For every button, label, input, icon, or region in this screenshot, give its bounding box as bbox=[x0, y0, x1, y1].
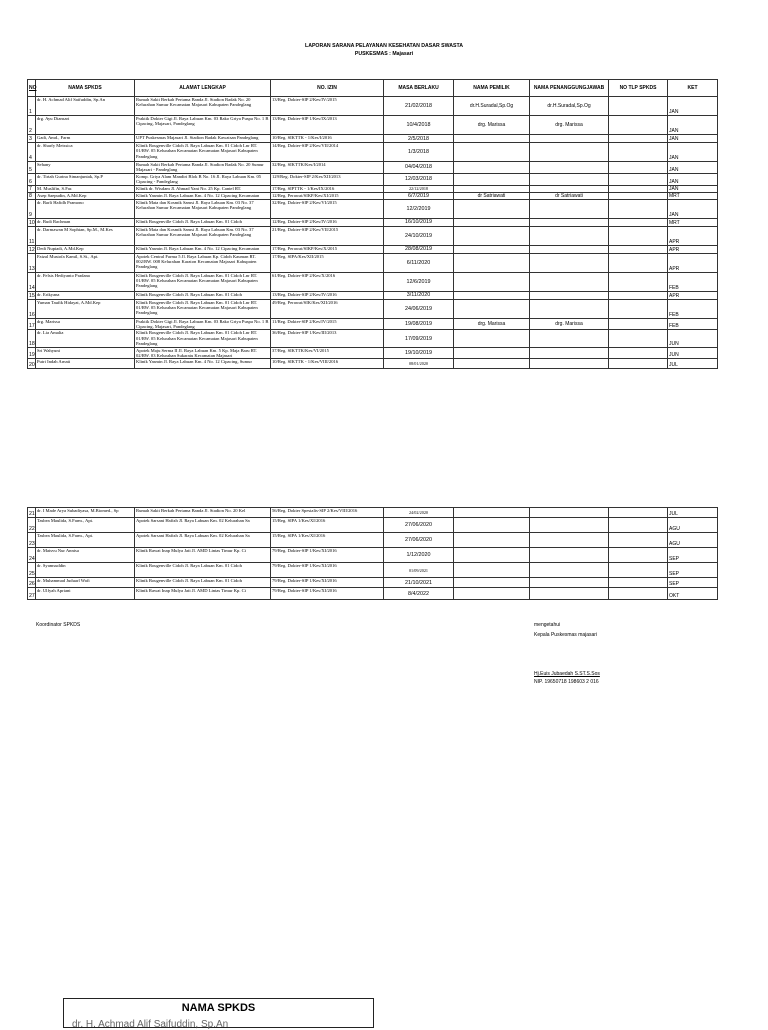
cell-ket: JUL bbox=[668, 508, 718, 518]
cell-nama: Yuman Taufik Hidayat, A.Md.Kep bbox=[36, 299, 135, 318]
cell-tlp bbox=[609, 185, 668, 192]
table-row bbox=[28, 253, 718, 272]
cell-pemilik bbox=[454, 578, 530, 588]
cell-nama: dr. I Made Arya Subadiyasa, M.Biomed., Sp bbox=[36, 508, 135, 518]
cell-no: 4 bbox=[28, 143, 36, 162]
cell-tlp bbox=[609, 291, 668, 299]
preview-title: NAMA SPKDS bbox=[181, 1002, 256, 1014]
cell-no: 21 bbox=[28, 508, 36, 518]
cell-pemilik bbox=[454, 508, 530, 518]
col-header: KET bbox=[668, 80, 718, 97]
cell-izin: 49/Reg. Perawat/SIK/Kes/XII/2016 bbox=[271, 299, 384, 318]
table-row bbox=[28, 185, 718, 192]
cell-alamat: Klinik Yasmin Jl. Raya Labuan Km. 4 No. 12 Cipacing Kecamatan bbox=[135, 192, 271, 199]
cell-pj bbox=[530, 518, 609, 533]
cell-pemilik bbox=[454, 548, 530, 563]
cell-ket: OKT bbox=[668, 588, 718, 600]
cell-tlp bbox=[609, 318, 668, 330]
cell-tlp bbox=[609, 518, 668, 533]
cell-alamat: Klinik Bougenville Cidoh Jl. Raya Labuan Km. 01 Cidoh bbox=[135, 563, 271, 578]
cell-alamat: Apotek Maju Serma II Jl. Raya Labuan Km. 5 Kp. Maja Baru RT. 02/RW. 03 Kelurahan Sukaratu Kecamatan Majasari bbox=[135, 347, 271, 359]
cell-no: 20 bbox=[28, 359, 36, 369]
cell-no: 1 bbox=[28, 97, 36, 116]
cell-tlp bbox=[609, 226, 668, 245]
cell-pemilik bbox=[454, 291, 530, 299]
cell-izin: 15/Reg. SIPA 1/Kes/XI/2016 bbox=[271, 533, 384, 548]
cell-alamat: Klinik Bougenville Cidoh Jl. Raya Labuan Km. 01 Cidoh bbox=[135, 578, 271, 588]
cell-no: 15 bbox=[29, 292, 35, 299]
cell-nama: Sehany bbox=[36, 162, 135, 174]
footer-head-title: Kepala Puskesmas majasari bbox=[534, 632, 598, 638]
cell-alamat: Apotek Central Farma 5 Jl. Raya Labuan Kp. Cidoh Kauman RT. 002/RW. 008 Kelurahan Karaton Kecamatan Majasari Kabupaten Pandeglang bbox=[135, 253, 271, 272]
cell-no: 2 bbox=[28, 116, 36, 135]
cell-tlp bbox=[609, 253, 668, 272]
cell-masa: 1/3/2018 bbox=[384, 143, 454, 162]
cell-masa: 01/09/2021 bbox=[384, 563, 454, 578]
cell-ket: JAN bbox=[668, 135, 718, 143]
cell-no: 24 bbox=[28, 548, 36, 563]
cell-nama: dr. Maisvu Nur Annisa bbox=[36, 548, 135, 563]
cell-nama: dr. Sharfy Meissica bbox=[36, 143, 135, 162]
cell-tlp bbox=[609, 162, 668, 174]
cell-pj bbox=[530, 563, 609, 578]
cell-no: 10 bbox=[29, 219, 35, 226]
cell-ket: SEP bbox=[668, 578, 718, 588]
col-header: NO TLP SPKDS bbox=[609, 80, 668, 97]
cell-masa: 17/09/2019 bbox=[384, 330, 454, 347]
cell-ket: JAN bbox=[668, 116, 718, 135]
cell-ket: SEP bbox=[668, 563, 718, 578]
cell-ket: JUN bbox=[668, 347, 718, 359]
report-subtitle: PUSKESMAS : Majasari bbox=[354, 51, 414, 57]
cell-masa: 1/12/2020 bbox=[384, 548, 454, 563]
table-row bbox=[28, 318, 718, 330]
cell-izin: 129/Reg. Dokter-SIP 2/Kes/XII/2013 bbox=[271, 173, 384, 185]
table-row bbox=[28, 192, 718, 199]
cell-nama: Asep Saepudin, A.Md.Kep bbox=[36, 192, 135, 199]
cell-izin: 13/Reg. Dokter-SIP 2/Kes/IV/2015 bbox=[271, 97, 384, 116]
cell-nama: drg. Ayu Diansari bbox=[36, 116, 135, 135]
cell-pemilik bbox=[454, 533, 530, 548]
cell-alamat: Rumah Sakit Berkah Pertama Banda Jl. Stadion Badak No. 20 Sumur Majasari - Pandeglang bbox=[135, 162, 271, 174]
preview-card bbox=[63, 998, 374, 1028]
main-table bbox=[27, 79, 718, 369]
cell-alamat: Praktik Dokter Gigi Jl. Raya Labuan Km. 03 Rako Griya Puspa No. 1 B Cipacing, Majasari, Pandeglang bbox=[135, 116, 271, 135]
col-header: NO bbox=[28, 80, 36, 97]
cell-pj bbox=[530, 588, 609, 600]
cell-nama: dr. Syamsuddin bbox=[36, 563, 135, 578]
cell-nama: drg. Marissa bbox=[36, 318, 135, 330]
table-row bbox=[28, 245, 718, 253]
cell-tlp bbox=[609, 533, 668, 548]
cell-alamat: Klinik Rawat Inap Mulya Jati Jl. AMD Lintas Timur Kp. Ci bbox=[135, 548, 271, 563]
cell-tlp bbox=[609, 97, 668, 116]
cell-masa: 19/10/2019 bbox=[384, 347, 454, 359]
cell-pj bbox=[530, 291, 609, 299]
cell-pj bbox=[530, 359, 609, 369]
cell-pemilik bbox=[454, 563, 530, 578]
cell-no: 9 bbox=[28, 199, 36, 218]
cell-ket: AGU bbox=[668, 533, 718, 548]
cell-tlp bbox=[609, 548, 668, 563]
table-row bbox=[28, 199, 718, 218]
cell-nama: dr. Muhammad Juduarl Wafi bbox=[36, 578, 135, 588]
cell-ket: AGU bbox=[668, 518, 718, 533]
cell-alamat: Klinik Mata dan Kosmik Samsi Jl. Raya Labuan Km. 03 No. 37 Kelurahan Sumur Kecamatan Majasari Kabupaten Pandeglang bbox=[135, 226, 271, 245]
cell-pemilik bbox=[454, 185, 530, 192]
table-row bbox=[28, 173, 718, 185]
cell-pj bbox=[530, 272, 609, 291]
cell-masa: 28/08/2019 bbox=[384, 245, 454, 253]
cell-pj: drg. Marissa bbox=[530, 318, 609, 330]
cell-izin: 15/Reg. SIPA 1/Kes/XI/2016 bbox=[271, 518, 384, 533]
cell-ket: APR bbox=[668, 291, 718, 299]
cell-alamat: Klinik Bougenville Cidoh Jl. Raya Labuan Km. 01 Cidoh bbox=[135, 218, 271, 226]
col-header: ALAMAT LENGKAP bbox=[135, 80, 271, 97]
table-row bbox=[28, 218, 718, 226]
cell-tlp bbox=[609, 563, 668, 578]
table-row bbox=[28, 291, 718, 299]
cell-no: 7 bbox=[28, 185, 36, 192]
cell-pemilik bbox=[454, 272, 530, 291]
cell-alamat: Klinik Yasmin Jl. Raya Labuan Km. 4 No. 12 Cipacing Kecamatan bbox=[135, 245, 271, 253]
cell-ket: JAN bbox=[668, 199, 718, 218]
cell-izin: 79/Reg. Dokter-SIP 1/Kes/XI/2016 bbox=[271, 588, 384, 600]
cell-alamat: Apotek Sarsani Hafizh Jl. Raya Labuan Km. 02 Kelurahan Sa bbox=[135, 533, 271, 548]
preview-subtitle: dr. H. Achmad Alif Saifuddin, Sp.An bbox=[72, 1019, 229, 1030]
table-row bbox=[28, 135, 718, 143]
cell-pj bbox=[530, 533, 609, 548]
cell-no: 3 bbox=[28, 135, 36, 143]
cell-ket: FEB bbox=[668, 299, 718, 318]
cell-no: 27 bbox=[28, 588, 36, 600]
cell-pemilik bbox=[454, 218, 530, 226]
cell-alamat: Klinik Bougenville Cidoh Jl. Raya Labuan Km. 01 Cidoh Lnr RT. 01/RW. 05 Kelurahan Kecamatan Kecamatan Majasari Kabupaten Pandeglang bbox=[135, 272, 271, 291]
cell-pj bbox=[530, 245, 609, 253]
table-row bbox=[28, 563, 718, 578]
cell-masa: 04/04/2018 bbox=[384, 162, 454, 174]
cell-alamat: Klinik Yasmin Jl. Raya Labuan Km. 4 No. 12 Cipacing, Sumur bbox=[135, 359, 271, 369]
col-header: NAMA PENANGGUNGJAWAB bbox=[530, 80, 609, 97]
cell-masa: 8/4/2022 bbox=[384, 588, 454, 600]
table-row bbox=[28, 347, 718, 359]
cell-masa: 2/5/2018 bbox=[384, 135, 454, 143]
cell-alamat: Klinik Mata dan Kosmik Samsi Jl. Raya Labuan Km. 03 No. 37 Kelurahan Sumur Kecamatan Majasari Kabupaten Pandeglang bbox=[135, 199, 271, 218]
cell-masa: 12/2/2019 bbox=[384, 199, 454, 218]
col-header: NAMA SPKDS bbox=[36, 80, 135, 97]
cell-pj bbox=[530, 185, 609, 192]
cell-no: 13 bbox=[28, 253, 36, 272]
cell-masa: 27/06/2020 bbox=[384, 533, 454, 548]
cell-alamat: Klinik Rawat Inap Mulya Jati Jl. AMD Lintas Timur Kp. Ci bbox=[135, 588, 271, 600]
cell-no: 18 bbox=[28, 330, 36, 347]
cell-izin: 10/Reg. SIKTTK - 1/Kes/VIII/2016 bbox=[271, 359, 384, 369]
cell-izin: 36/Reg. Dokter-SIP 1/Kes/III/2013 bbox=[271, 330, 384, 347]
cell-izin: 79/Reg. Dokter-SIP 1/Kes/XI/2016 bbox=[271, 548, 384, 563]
cell-nama: dr. Erikyana bbox=[36, 291, 135, 299]
cell-masa: 3/11/2020 bbox=[384, 291, 454, 299]
report-title: LAPORAN SARANA PELAYANAN KESEHATAN DASAR SWASTA bbox=[305, 43, 463, 49]
cell-masa: 24/06/2019 bbox=[384, 299, 454, 318]
cell-izin: 10/Reg. SIKTTK - 1/Kes/I/2016 bbox=[271, 135, 384, 143]
table-row bbox=[28, 518, 718, 533]
cell-no: 8 bbox=[28, 192, 36, 199]
footer-coordinator: Koordinator SPKDS bbox=[36, 622, 81, 628]
cell-pemilik bbox=[454, 359, 530, 369]
table-row bbox=[28, 588, 718, 600]
cell-pj bbox=[530, 508, 609, 518]
cell-nama: dr. Tirtah Gurina Simanjuntak, Sp.P bbox=[36, 173, 135, 185]
cell-masa: 16/10/2019 bbox=[384, 218, 454, 226]
cell-nama: dr. H. Achmad Alif Saifuddin, Sp.An bbox=[36, 97, 135, 116]
cell-ket: JUN bbox=[668, 330, 718, 347]
cell-pemilik bbox=[454, 253, 530, 272]
cell-no: 25 bbox=[28, 563, 36, 578]
cell-pj: dr.H.Suradal,Sp.Og bbox=[530, 97, 609, 116]
table-row bbox=[28, 578, 718, 588]
cell-nama: Putri Indah Arnati bbox=[36, 359, 135, 369]
cell-ket: JUL bbox=[668, 359, 718, 369]
cell-masa: 12/6/2019 bbox=[384, 272, 454, 291]
table-row bbox=[28, 97, 718, 116]
cell-izin: 11/Reg. Dokter-SIP 2/Kes/IV/2015 bbox=[271, 318, 384, 330]
cell-izin: 17/Reg. SIPA/Kes/XII/2015 bbox=[271, 253, 384, 272]
table-row bbox=[28, 143, 718, 162]
cell-tlp bbox=[609, 143, 668, 162]
cell-ket: JAN bbox=[668, 162, 718, 174]
cell-izin: 12/Reg. Dokter-SIP 2/Kes/IV/2016 bbox=[271, 218, 384, 226]
cell-tlp bbox=[609, 588, 668, 600]
col-header: NO. IZIN bbox=[271, 80, 384, 97]
cell-masa: 21/10/2021 bbox=[384, 578, 454, 588]
cell-alamat: Komp. Griya Alam Mandiri Blok B No. 16 Jl. Raya Labuan Km. 05 Cipacing - Pandeglang bbox=[135, 173, 271, 185]
cell-izin: 79/Reg. Dokter-SIP 1/Kes/XI/2016 bbox=[271, 578, 384, 588]
cell-pemilik: dr Satriawati bbox=[454, 192, 530, 199]
table-row bbox=[28, 359, 718, 369]
cell-tlp bbox=[609, 330, 668, 347]
cell-alamat: Rumah Sakit Berkah Pertama Banda Jl. Stadion Badak No. 20 Kelurahan Sumur Kecamatan Majasari Kabupaten Pandeglang bbox=[135, 97, 271, 116]
cell-izin: 13/Reg. Dokter-SIP 2/Kes/IV/2016 bbox=[271, 291, 384, 299]
cell-nama: dr. Barli Hafidh Pramono bbox=[36, 199, 135, 218]
cell-pj bbox=[530, 226, 609, 245]
cell-nama: Tasbea Maulida, S.Farm., Apt. bbox=[36, 518, 135, 533]
cell-masa: 24/10/2019 bbox=[384, 226, 454, 245]
table-row bbox=[28, 299, 718, 318]
cell-pj bbox=[530, 578, 609, 588]
cell-nama: Dedi Nupiadi, A.Md.Kep bbox=[36, 245, 135, 253]
cell-tlp bbox=[609, 173, 668, 185]
cell-alamat: Apotek Sarsani Hafizh Jl. Raya Labuan Km. 02 Kelurahan Sa bbox=[135, 518, 271, 533]
cell-izin: 12/Reg. Perawat/SIKP/Kes/XI/2015 bbox=[271, 192, 384, 199]
cell-tlp bbox=[609, 299, 668, 318]
cell-ket: MRT bbox=[668, 192, 718, 199]
cell-pemilik bbox=[454, 226, 530, 245]
table-row bbox=[28, 548, 718, 563]
cell-no: 17 bbox=[28, 318, 36, 330]
table-row bbox=[28, 533, 718, 548]
cell-pemilik bbox=[454, 330, 530, 347]
table-row bbox=[28, 508, 718, 518]
cell-izin: 14/Reg. Dokter-SIP 2/Kes/VII/2014 bbox=[271, 143, 384, 162]
cell-tlp bbox=[609, 359, 668, 369]
cell-alamat: Klinik Bougenville Cidoh Jl. Raya Labuan Km. 01 Cidoh bbox=[135, 291, 271, 299]
cell-pj: dr Satriawati bbox=[530, 192, 609, 199]
cell-no: 6 bbox=[28, 173, 36, 185]
cell-pemilik: drg. Marissa bbox=[454, 318, 530, 330]
cell-pemilik bbox=[454, 588, 530, 600]
cell-alamat: Klinik dr. Wisdam Jl. Ahmad Yani No. 25 Kp. Cantel RT. bbox=[135, 185, 271, 192]
cell-no: 11 bbox=[28, 226, 36, 245]
cell-pj bbox=[530, 347, 609, 359]
cell-pj bbox=[530, 218, 609, 226]
cell-ket: FEB bbox=[668, 272, 718, 291]
footer-acknowledge: mengetahui bbox=[534, 622, 561, 628]
cell-tlp bbox=[609, 116, 668, 135]
cell-izin: 37/Reg. SIKTTK/Kes/VI/2015 bbox=[271, 347, 384, 359]
cell-pemilik bbox=[454, 135, 530, 143]
cell-alamat: Klinik Bougenville Cidoh Jl. Raya Labuan Km. 01 Cidoh Lnr RT. 01/RW. 05 Kelurahan Kecamatan Kecamatan Majasari Kabupaten Pandeglang bbox=[135, 330, 271, 347]
table-row bbox=[28, 162, 718, 174]
cell-masa: 21/02/2018 bbox=[384, 97, 454, 116]
cell-izin: 32/Reg. Dokter-SIP 2/Kes/VI/2015 bbox=[271, 199, 384, 218]
cell-pj bbox=[530, 135, 609, 143]
cell-nama: Gadi, Amd., Farm bbox=[36, 135, 135, 143]
cell-tlp bbox=[609, 192, 668, 199]
cell-ket: FEB bbox=[668, 318, 718, 330]
cell-pemilik bbox=[454, 173, 530, 185]
cell-no: 19 bbox=[28, 347, 36, 359]
col-header: MASA BERLAKU bbox=[384, 80, 454, 97]
cell-no: 14 bbox=[28, 272, 36, 291]
cell-alamat: UPT Puskesmas Majasari Jl. Stadion Badak Kawatsan Pandeglang bbox=[135, 135, 271, 143]
cell-ket: APR bbox=[668, 226, 718, 245]
cell-izin: 61/Reg. Dokter-SIP 2/Kes/X/2016 bbox=[271, 272, 384, 291]
cell-nama: dr. Felsis Hediyanto Pradana bbox=[36, 272, 135, 291]
cell-no: 5 bbox=[28, 162, 36, 174]
cell-ket: MRT bbox=[668, 218, 718, 226]
cell-masa: 27/06/2020 bbox=[384, 518, 454, 533]
cell-nama: dr. Ulfyah Apriani bbox=[36, 588, 135, 600]
cell-nama: Faizal Mustofa Kamil, S.Si., Apt. bbox=[36, 253, 135, 272]
cell-nama: dr. Budi Rachman bbox=[36, 218, 135, 226]
cell-izin: 13/Reg. Dokter-SIP 1/Kes/IX/2013 bbox=[271, 116, 384, 135]
footer-signer: Hj.Euis Jubaedah S.ST.S.Sos bbox=[534, 671, 600, 677]
table-row bbox=[28, 226, 718, 245]
table-row bbox=[28, 116, 718, 135]
cell-masa: 10/4/2018 bbox=[384, 116, 454, 135]
cell-tlp bbox=[609, 218, 668, 226]
cell-ket: JAN bbox=[668, 173, 718, 185]
header-row bbox=[28, 80, 718, 97]
cell-nama: dr. Darmawan M Sophian, Sp.M., M.Kes bbox=[36, 226, 135, 245]
cell-ket: JAN bbox=[668, 143, 718, 162]
cell-izin: 17/Reg. SIPTTK - 1/Kes/IX/2016 bbox=[271, 185, 384, 192]
cell-pj bbox=[530, 143, 609, 162]
cell-ket: APR bbox=[668, 245, 718, 253]
cell-alamat: Rumah Sakit Berkah Pertama Banda Jl. Stadion No. 20 Kel bbox=[135, 508, 271, 518]
cell-izin: 56/Reg. Dokter Spesialis-SIP 2/Kes/VIII/2016 bbox=[271, 508, 384, 518]
cell-no: 26 bbox=[28, 578, 36, 588]
cell-tlp bbox=[609, 199, 668, 218]
cell-ket: JAN bbox=[668, 97, 718, 116]
footer-nip: NIP. 19650718 198603 2 016 bbox=[534, 679, 599, 685]
cell-masa: 22/12/2018 bbox=[384, 185, 454, 192]
cell-alamat: Klinik Bougenville Cidoh Jl. Raya Labuan Km. 01 Cidoh Lnr RT. 01/RW. 05 Kelurahan Kecamatan Kecamatan Majasari Kabupaten Pandeglang bbox=[135, 143, 271, 162]
cell-izin: 17/Reg. Perawat/SIKP/Kes/X/2015 bbox=[271, 245, 384, 253]
cell-nama: M. Muslifin, S.Far. bbox=[36, 185, 135, 192]
cell-pj bbox=[530, 299, 609, 318]
cell-masa: 08/01/2020 bbox=[384, 359, 454, 369]
table-row bbox=[28, 330, 718, 347]
second-table bbox=[27, 507, 718, 600]
cell-izin: 79/Reg. Dokter-SIP 1/Kes/XI/2016 bbox=[271, 563, 384, 578]
table-row bbox=[28, 272, 718, 291]
cell-ket: APR bbox=[668, 253, 718, 272]
cell-pemilik bbox=[454, 162, 530, 174]
cell-pj bbox=[530, 173, 609, 185]
cell-masa: 24/02/2020 bbox=[384, 508, 454, 518]
cell-pj: drg. Marissa bbox=[530, 116, 609, 135]
cell-masa: 19/08/2019 bbox=[384, 318, 454, 330]
cell-tlp bbox=[609, 245, 668, 253]
cell-pemilik bbox=[454, 347, 530, 359]
cell-masa: 6/7/2019 bbox=[384, 192, 454, 199]
cell-tlp bbox=[609, 135, 668, 143]
cell-masa: 6/11/2020 bbox=[384, 253, 454, 272]
cell-pemilik bbox=[454, 518, 530, 533]
cell-alamat: Klinik Bougenville Cidoh Jl. Raya Labuan Km. 01 Cidoh Lnr RT. 01/RW. 05 Kelurahan Kecamatan Kecamatan Majasari Kabupaten Pandeglang bbox=[135, 299, 271, 318]
cell-pj bbox=[530, 162, 609, 174]
cell-tlp bbox=[609, 508, 668, 518]
cell-pemilik: dr.H.Suradal,Sp.Og bbox=[454, 97, 530, 116]
cell-pemilik bbox=[454, 143, 530, 162]
cell-pj bbox=[530, 330, 609, 347]
cell-pj bbox=[530, 253, 609, 272]
cell-pemilik bbox=[454, 245, 530, 253]
cell-ket: JAN bbox=[668, 185, 718, 192]
cell-masa: 12/03/2018 bbox=[384, 173, 454, 185]
cell-pemilik bbox=[454, 199, 530, 218]
cell-alamat: Praktik Dokter Gigi Jl. Raya Labuan Km. 03 Rako Griya Puspa No. 1 B Cipacing, Majasari, Pandeglang bbox=[135, 318, 271, 330]
cell-tlp bbox=[609, 272, 668, 291]
cell-no: 23 bbox=[28, 533, 36, 548]
cell-tlp bbox=[609, 347, 668, 359]
cell-no: 22 bbox=[28, 518, 36, 533]
cell-pj bbox=[530, 548, 609, 563]
cell-nama: Sri Wahyuni bbox=[36, 347, 135, 359]
cell-izin: 32/Reg. SIKTTK/Kes/I/2014 bbox=[271, 162, 384, 174]
cell-ket: SEP bbox=[668, 548, 718, 563]
cell-no: 16 bbox=[28, 299, 36, 318]
cell-pj bbox=[530, 199, 609, 218]
col-header: NAMA PEMILIK bbox=[454, 80, 530, 97]
cell-no: 12 bbox=[29, 246, 35, 253]
cell-tlp bbox=[609, 578, 668, 588]
cell-nama: Tasbea Maulida, S.Farm., Apt. bbox=[36, 533, 135, 548]
cell-pemilik bbox=[454, 299, 530, 318]
cell-nama: dr. Lia Amalia bbox=[36, 330, 135, 347]
cell-pemilik: drg. Marissa bbox=[454, 116, 530, 135]
cell-izin: 21/Reg. Dokter-SIP 2/Kes/VII/2015 bbox=[271, 226, 384, 245]
